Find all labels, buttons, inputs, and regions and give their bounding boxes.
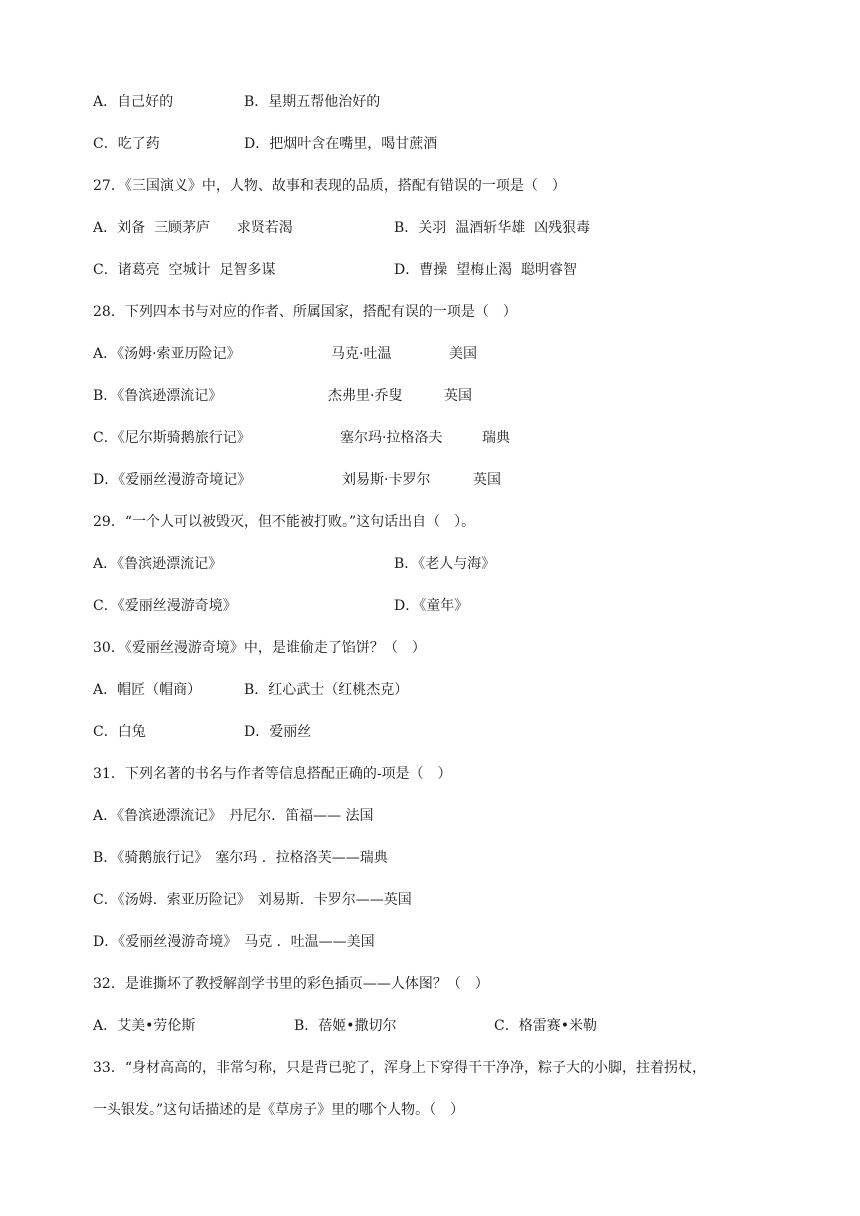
q29-option-c: C．《爱丽丝漫游奇境》 xyxy=(93,598,237,614)
q26-option-a: A．自己好的 xyxy=(93,94,174,110)
q31-option-d: D．《爱丽丝漫游奇境》 马克 ．吐温——美国 xyxy=(93,934,375,950)
q28-country-c: 瑞典 xyxy=(482,430,510,446)
q28-country-b: 英国 xyxy=(444,388,472,404)
q31-option-c: C．《汤姆．索亚历险记》 刘易斯．卡罗尔——英国 xyxy=(93,892,412,908)
q26-option-d: D．把烟叶含在嘴里，喝甘蔗酒 xyxy=(244,136,438,152)
q32-option-c: C．格雷赛•米勒 xyxy=(494,1018,597,1034)
q26-option-c: C．吃了药 xyxy=(93,136,160,152)
q33-stem-line-1: 33．“身材高高的，非常匀称，只是背已驼了，浑身上下穿得干干净净，粽子大的小脚，拄着拐杖， xyxy=(93,1060,706,1076)
q30-option-b: B．红心武士（红桃杰克） xyxy=(244,682,409,698)
q27-option-a: A．刘备 三顾茅庐 求贤若渴 xyxy=(93,220,293,236)
q32-option-a: A．艾美•劳伦斯 xyxy=(93,1018,196,1034)
q27-option-c: C．诸葛亮 空城计 足智多谋 xyxy=(93,262,276,278)
q30-option-c: C．白兔 xyxy=(93,724,146,740)
q29-option-b: B．《老人与海》 xyxy=(394,556,496,572)
q33-stem-line-2: 一头银发。”这句话描述的是《草房子》里的哪个人物。（ ） xyxy=(93,1102,465,1118)
q30-option-a: A．帽匠（帽商） xyxy=(93,682,202,698)
q26-option-b: B．星期五帮他治好的 xyxy=(244,94,381,110)
q32-option-b: B．蓓姬•撒切尔 xyxy=(294,1018,397,1034)
q31-option-b: B．《骑鹅旅行记》 塞尔玛 ．拉格洛芙——瑞典 xyxy=(93,850,388,866)
q28-author-b: 杰弗里·乔叟 xyxy=(328,388,403,404)
q29-stem: 29．“一个人可以被毁灭，但不能被打败。”这句话出自（ ）。 xyxy=(93,514,476,530)
q27-option-d: D．曹操 望梅止渴 聪明睿智 xyxy=(394,262,578,278)
q28-author-d: 刘易斯·卡罗尔 xyxy=(342,472,431,488)
q32-stem: 32．是谁撕坏了教授解剖学书里的彩色插页——人体图？（ ） xyxy=(93,976,489,992)
q28-author-c: 塞尔玛·拉格洛夫 xyxy=(340,430,443,446)
q29-option-d: D．《童年》 xyxy=(394,598,469,614)
q30-stem: 30．《爱丽丝漫游奇境》中，是谁偷走了馅饼？（ ） xyxy=(93,640,426,656)
q30-option-d: D．爱丽丝 xyxy=(244,724,312,740)
q31-stem: 31．下列名著的书名与作者等信息搭配正确的-项是（ ） xyxy=(93,766,452,782)
q27-stem: 27．《三国演义》中，人物、故事和表现的品质，搭配有错误的一项是（ ） xyxy=(93,178,566,194)
q31-option-a: A．《鲁滨逊漂流记》 丹尼尔．笛福—— 法国 xyxy=(93,808,374,824)
q28-book-d: D．《爱丽丝漫游奇境记》 xyxy=(93,472,252,488)
q28-author-a: 马克·吐温 xyxy=(331,346,392,362)
q28-stem: 28．下列四本书与对应的作者、所属国家，搭配有误的一项是（ ） xyxy=(93,304,517,320)
q28-book-c: C．《尼尔斯骑鹅旅行记》 xyxy=(93,430,251,446)
q28-book-b: B．《鲁滨逊漂流记》 xyxy=(93,388,223,404)
q28-country-a: 美国 xyxy=(449,346,477,362)
q29-option-a: A．《鲁滨逊漂流记》 xyxy=(93,556,223,572)
q28-book-a: A．《汤姆·索亚历险记》 xyxy=(93,346,241,362)
q27-option-b: B．关羽 温酒斩华雄 凶残狠毒 xyxy=(394,220,591,236)
q28-country-d: 英国 xyxy=(473,472,501,488)
